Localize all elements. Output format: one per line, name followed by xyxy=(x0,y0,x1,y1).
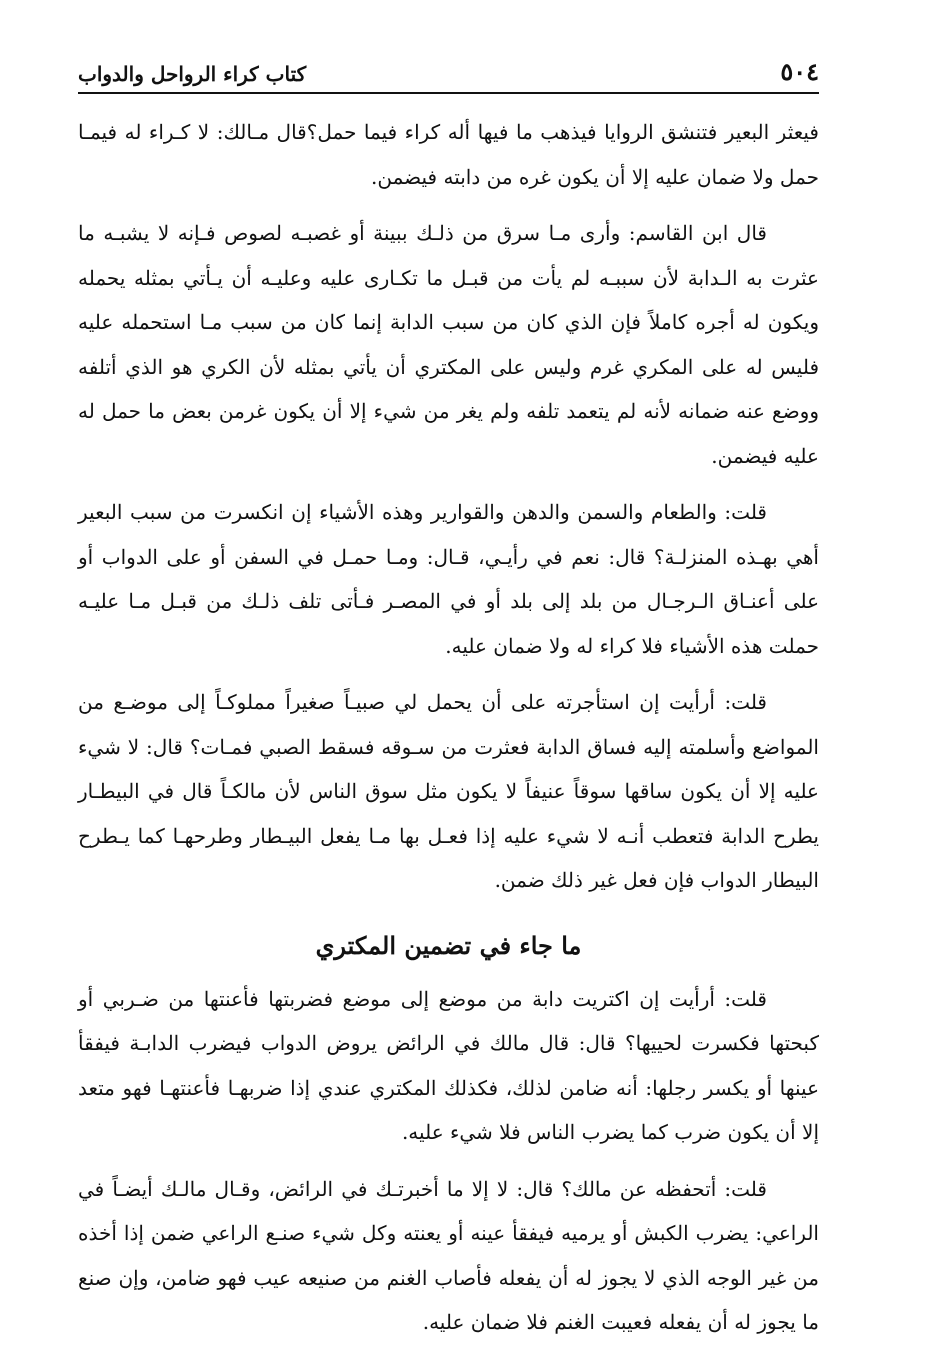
paragraph: فيعثر البعير فتنشق الروايا فيذهب ما فيها أله كراء فيما حمل؟قال مـالك: لا كـراء له فيمـا حمل ولا ضمان عليه إلا أن يكون غره من دابته فيضمن. xyxy=(78,120,819,189)
paragraph: قلت: والطعام والسمن والدهن والقوارير وهذه الأشياء إن انكسرت من سبب البعير أهي بهـذه المنزلـة؟ قال: نعم في رأيـي، قـال: ومـا حمـل في السفن أو على الدواب أو على أعنـاق الـرجـال من بلد إلى بلد أو في المصـر فـأتى تلف ذلـك من قبـل مـا عليـه حملت هذه الأشياء فلا كراء له ولا ضمان عليه. xyxy=(78,500,819,658)
paragraph: قلت: أرأيت إن استأجرته على أن يحمل لي صبيـاً صغيراً مملوكـاً إلى موضـع من المواضع وأسلمته إليه فساق الدابة فعثرت من سـوقه فسقط الصبي فمـات؟ قال: لا شيء عليه إلا أن يكون ساقها سوقاً عنيفاً لا يكون مثل سوق الناس لأن مالكـاً قال في البيطـار يطرح الدابة فتعطب أنـه لا شيء عليه إذا فعـل بها مـا يفعل البيـطار وطرحهـا كما يـطرح البيطار الدواب فإن فعل غير ذلك ضمن. xyxy=(78,690,819,892)
section-heading: ما جاء في تضمين المكتري xyxy=(315,930,582,960)
page-number: ٥٠٤ xyxy=(780,57,819,86)
paragraph: قلت: أتحفظه عن مالك؟ قال: لا إلا ما أخبرتـك في الرائض، وقـال مالـك أيضـاً في الراعي: يضرب الكبش أو يرميه فيفقأ عينه أو يعنته وكل شيء صنـع الراعي ضمن إذا أخذه من غير الوجه الذي لا يجوز له أن يفعله فأصاب الغنم من صنيعه عيب فهو ضامن، وإن صنع ما يجوز له أن يفعله فعيبت الغنم فلا ضمان عليه. xyxy=(78,1176,819,1334)
paragraph: قلت: أرأيت إن اكتريت دابة من موضع إلى موضع فضربتها فأعنتها من ضـربي أو كبحتها فكسرت لحييها؟ قال: قال مالك في الرائض يروض الدواب فيضرب الدابـة فيفقأ عينها أو يكسر رجلها: أنه ضامن لذلك، فكذلك المكتري عندي إذا ضربهـا فأعنتهـا فهو متعد إلا أن يكون ضرب كما يضرب الناس فلا شيء عليه. xyxy=(78,986,819,1144)
running-title: كتاب كراء الرواحل والدواب xyxy=(78,62,307,86)
paragraph: قال ابن القاسم: وأرى مـا سرق من ذلـك ببينة أو غصبـه لصوص فـإنه لا يشبـه ما عثرت به الـدابة لأن سببـه لم يأت من قبـل ما تكـارى عليه وعليـه أن يـأتي بمثله يحمله ويكون له أجره كاملاً فإن الذي كان من سبب الدابة إنما كان من سبب مـا استحمله عليه فليس له على المكري غرم وليس على المكتري أن يأتي بمثله لأن الكري هو الذي أتلفه ووضع عنه ضمانه لأنه لم يتعمد تلفه ولم يغر من شيء إلا أن يكون غرمن بعض ما حمل له عليه فيضمن. xyxy=(78,221,819,468)
page-header xyxy=(78,58,819,94)
page-body xyxy=(78,110,819,1357)
